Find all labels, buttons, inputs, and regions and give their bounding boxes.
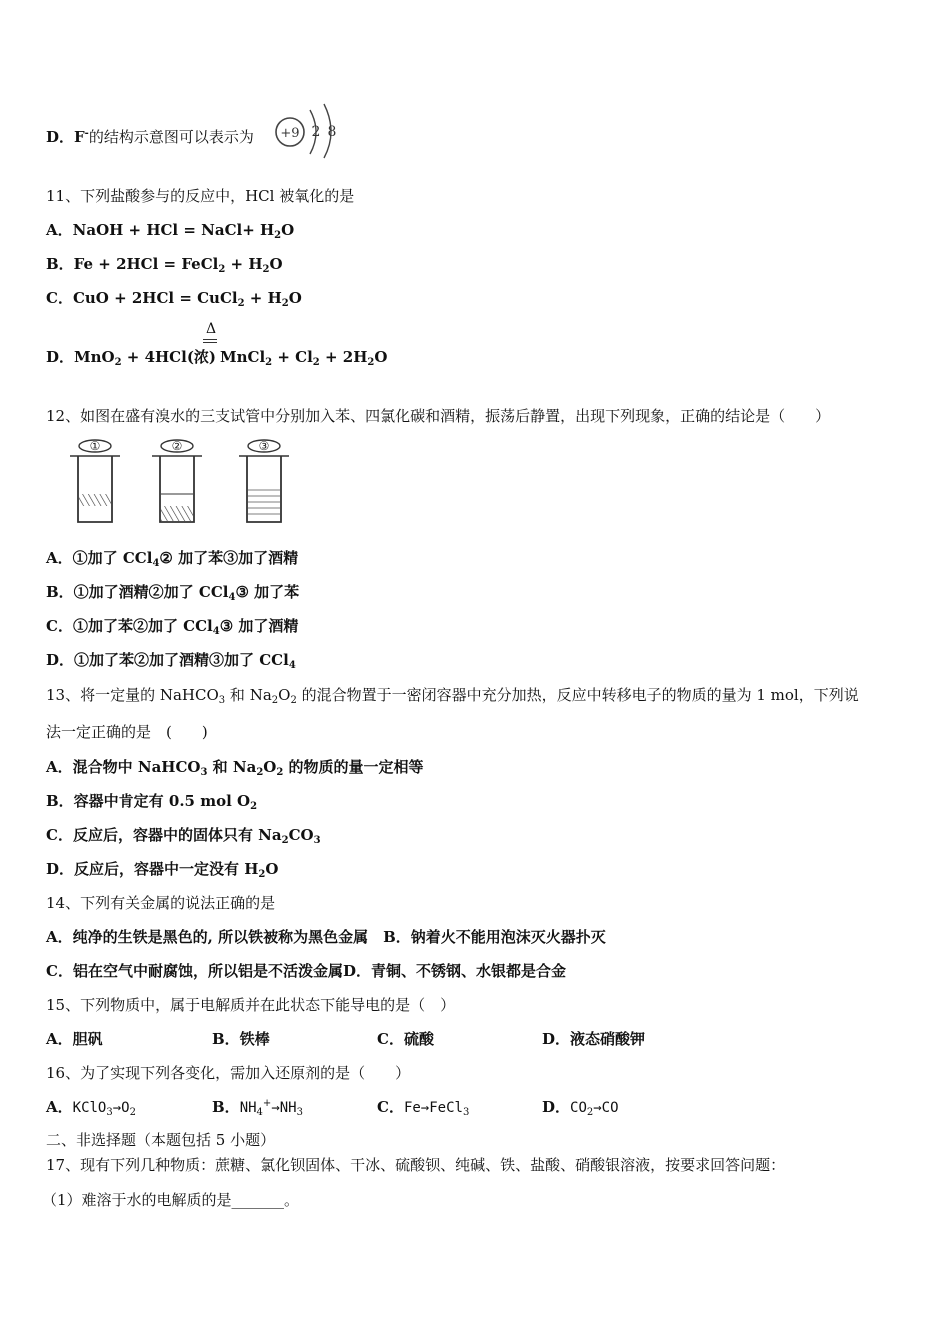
q11-option-b: B．Fe + 2HCl = FeCl$_2$ + $H_2O$ xyxy=(46,255,283,275)
tube-3-label: ③ xyxy=(258,439,270,453)
tube-2-label: ② xyxy=(171,439,183,453)
q11-option-c: C．CuO + 2HCl = CuCl$_2$ + $H_2O$ xyxy=(46,289,302,309)
q13-option-a: A．混合物中 NaHCO$_3$ 和 $Na_2O_2$ 的物质的量一定相等 xyxy=(46,758,424,778)
reaction-condition-bar xyxy=(203,342,217,343)
q17-sub-question-1: （1）难溶于水的电解质的是_______。 xyxy=(42,1191,300,1209)
q13-stem-line2: 法一定正确的是 ( ) xyxy=(46,723,208,741)
q13-stem-line1: 13、将一定量的 NaHCO$_3$ 和 $Na_2O_2$ 的混合物置于一密闭容器中充分加热，反应中转移电子的物质的量为 1 mol，下列说 xyxy=(46,686,859,706)
test-tube-3 xyxy=(239,439,289,522)
nucleus-charge: +9 xyxy=(280,126,300,141)
test-tube-1 xyxy=(70,439,120,522)
q12-stem: 12、如图在盛有溴水的三支试管中分别加入苯、四氯化碳和酒精，振荡后静置，出现下列现象，正确的结论是（ ） xyxy=(46,407,831,425)
q15-stem: 15、下列物质中，属于电解质并在此状态下能导电的是（ ） xyxy=(46,996,456,1014)
q15-option-c: C．硫酸 xyxy=(377,1030,434,1048)
q11-option-d: D．MnO$_2$ + 4HCl(浓) xyxy=(46,348,217,368)
q12-option-d: D．①加了苯②加了酒精③加了 CCl$_4$ xyxy=(46,651,296,671)
q14-options-ab: A．纯净的生铁是黑色的, 所以铁被称为黑色金属 B．钠着火不能用泡沫灭火器扑灭 xyxy=(46,928,606,946)
test-tubes-figure xyxy=(66,436,306,530)
reaction-condition-bar xyxy=(203,339,217,340)
q16-option-b: B．$NH_4^+\to NH_3$ xyxy=(212,1098,303,1118)
q13-option-d: D．反应后，容器中一定没有 $H_2O$ xyxy=(46,860,279,880)
q11-stem: 11、下列盐酸参与的反应中，HCl 被氧化的是 xyxy=(46,187,355,205)
q15-option-d: D．液态硝酸钾 xyxy=(542,1030,646,1048)
q13-option-c: C．反应后，容器中的固体只有 $Na_2CO_3$ xyxy=(46,826,321,846)
q11-option-a: A．NaOH + HCl = NaCl+ $H_2O$ xyxy=(46,221,295,241)
q16-option-a: A．$KClO_3\to O_2$ xyxy=(46,1098,136,1118)
q14-stem: 14、下列有关金属的说法正确的是 xyxy=(46,894,276,912)
q15-option-b: B．铁棒 xyxy=(212,1030,270,1048)
q15-option-a: A．胆矾 xyxy=(46,1030,103,1048)
q17-stem: 17、现有下列几种物质：蔗糖、氯化钡固体、干冰、硫酸钡、纯碱、铁、盐酸、硝酸银溶液，按要求回答问题： xyxy=(46,1156,786,1174)
section-2-title: 二、非选择题（本题包括 5 小题） xyxy=(46,1131,276,1149)
q12-option-a: A．①加了 CCl$_4$② 加了苯③加了酒精 xyxy=(46,549,299,569)
tube-1-label: ① xyxy=(89,439,101,453)
heating-delta-symbol: Δ xyxy=(205,321,217,337)
q13-option-b: B．容器中肯定有 0.5 mol $O_2$ xyxy=(46,792,258,812)
shell-1-electrons: 2 xyxy=(311,124,321,140)
fluoride-ion-structure-diagram xyxy=(272,100,344,160)
shell-2-electrons: 8 xyxy=(327,124,337,140)
q12-option-b: B．①加了酒精②加了 CCl$_4$③ 加了苯 xyxy=(46,583,300,603)
q14-options-cd: C．铝在空气中耐腐蚀，所以铝是不活泼金属D．青铜、不锈钢、水银都是合金 xyxy=(46,962,566,980)
q16-option-c: C．Fe→FeCl$_3$ xyxy=(377,1098,470,1118)
test-tube-2 xyxy=(152,439,202,522)
q10-option-d: D．F-的结构示意图可以表示为 xyxy=(46,128,254,146)
q11-option-d-products: MnCl$_2$ + $Cl_2 + 2H_2O$ xyxy=(220,348,388,368)
q16-option-d: D．$CO_2\to CO$ xyxy=(542,1098,619,1118)
q16-stem: 16、为了实现下列各变化，需加入还原剂的是（ ） xyxy=(46,1064,411,1082)
q12-option-c: C．①加了苯②加了 CCl$_4$③ 加了酒精 xyxy=(46,617,299,637)
